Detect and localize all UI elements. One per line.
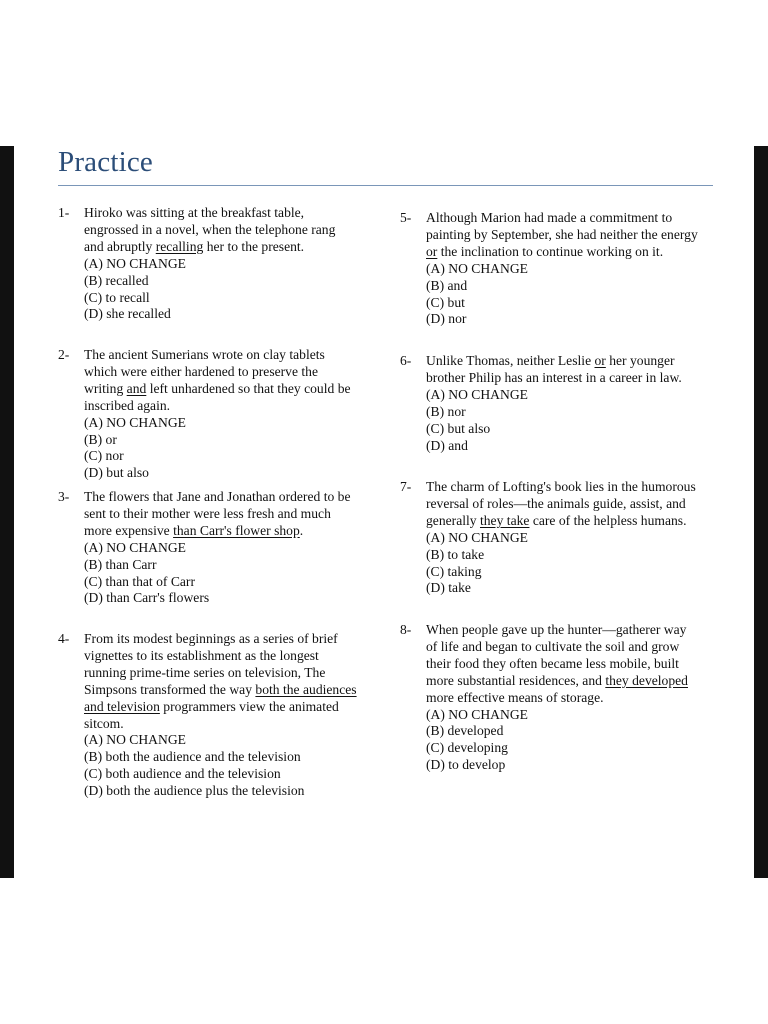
- stem-text: The flowers that Jane and Jonathan ordered to be sent to their mother were less fresh and much more expensive: [84, 489, 351, 538]
- question-3: [58, 489, 358, 607]
- answer-option-c[interactable]: (C) to recall: [84, 289, 150, 305]
- question-8: [400, 622, 700, 774]
- stem-text: programmers view the animated sitcom.: [84, 698, 339, 731]
- stem-text: .: [299, 522, 304, 538]
- answer-option-a[interactable]: (A) NO CHANGE: [84, 539, 186, 555]
- stem-text: care of the helpless humans.: [529, 512, 687, 528]
- question-number: 1-: [58, 205, 70, 220]
- answer-option-b[interactable]: (B) recalled: [84, 272, 149, 288]
- answer-option-b[interactable]: (B) both the audience and the television: [84, 749, 301, 765]
- page-title: Practice: [58, 146, 153, 178]
- answer-option-d[interactable]: (D) take: [426, 580, 471, 596]
- underlined-phrase: recalling: [155, 238, 204, 254]
- title-divider: [58, 185, 713, 186]
- answer-options: [84, 415, 358, 483]
- stem-text: The charm of Lofting's book lies in the humorous reversal of roles—the animals guide, assist, and generally: [426, 479, 696, 528]
- answer-options: [426, 530, 700, 598]
- question-2: [58, 347, 358, 482]
- stem-text: Although Marion had made a commitment to painting by September, she had neither the energy: [426, 210, 698, 242]
- answer-option-d[interactable]: (D) she recalled: [84, 306, 171, 322]
- stem-text: her to the present.: [203, 238, 305, 254]
- underlined-phrase: both the audiences and television: [84, 681, 357, 714]
- answer-option-b[interactable]: (B) nor: [426, 403, 466, 419]
- answer-options: [84, 256, 358, 324]
- underlined-phrase: they developed: [605, 672, 688, 688]
- question-stem: [84, 631, 358, 732]
- underlined-phrase: or: [594, 353, 606, 368]
- answer-options: [426, 261, 700, 329]
- stem-text: left unhardened so that they could be inscribed again.: [84, 380, 351, 413]
- answer-option-a[interactable]: (A) NO CHANGE: [426, 260, 528, 276]
- answer-option-a[interactable]: (A) NO CHANGE: [426, 386, 528, 402]
- stem-text: When people gave up the hunter—gatherer way of life and began to cultivate the soil and grow their food they often became less mobile, built more substantial residences, and: [426, 622, 687, 688]
- question-stem: [426, 622, 700, 707]
- question-4: [58, 631, 358, 800]
- stem-text: Hiroko was sitting at the breakfast table, engrossed in a novel, when the telephone rang and abruptly: [84, 205, 336, 254]
- answer-option-b[interactable]: (B) than Carr: [84, 556, 157, 572]
- answer-option-c[interactable]: (C) but also: [426, 420, 491, 436]
- question-stem: [426, 479, 700, 530]
- answer-option-a[interactable]: (A) NO CHANGE: [426, 706, 528, 722]
- answer-option-a[interactable]: (A) NO CHANGE: [84, 414, 186, 430]
- question-1: [58, 205, 358, 323]
- stem-text: her younger brother Philip has an interest in a career in law.: [426, 353, 682, 385]
- answer-option-a[interactable]: (A) NO CHANGE: [84, 732, 186, 748]
- underlined-phrase: than Carr's flower shop: [173, 522, 300, 538]
- underlined-phrase: they take: [479, 512, 530, 528]
- question-number: 5-: [400, 210, 412, 225]
- stem-text: Unlike Thomas, neither Leslie: [426, 353, 595, 368]
- answer-option-d[interactable]: (D) nor: [426, 311, 467, 327]
- question-6: [400, 353, 700, 454]
- question-7: [400, 479, 700, 597]
- answer-option-b[interactable]: (B) to take: [426, 546, 485, 562]
- answer-option-d[interactable]: (D) and: [426, 437, 468, 453]
- question-stem: [84, 347, 358, 415]
- stem-text: more effective means of storage.: [426, 689, 604, 705]
- stem-text: From its modest beginnings as a series of brief vignettes to its establishment as the longest running prime-time series on television, The Simpsons transformed the way: [84, 631, 338, 697]
- underlined-phrase: and: [126, 380, 147, 396]
- answer-option-d[interactable]: (D) than Carr's flowers: [84, 590, 210, 606]
- answer-options: [426, 707, 700, 775]
- question-stem: [84, 205, 358, 256]
- question-number: 8-: [400, 622, 412, 637]
- answer-option-d[interactable]: (D) to develop: [426, 757, 506, 773]
- question-number: 6-: [400, 353, 412, 368]
- answer-option-d[interactable]: (D) but also: [84, 465, 149, 481]
- question-stem: [426, 210, 700, 261]
- answer-option-d[interactable]: (D) both the audience plus the television: [84, 783, 305, 799]
- answer-option-c[interactable]: (C) developing: [426, 740, 508, 756]
- question-number: 7-: [400, 479, 412, 494]
- answer-options: [84, 540, 358, 608]
- underlined-phrase: or: [426, 243, 438, 259]
- answer-option-a[interactable]: (A) NO CHANGE: [426, 529, 528, 545]
- question-number: 3-: [58, 489, 70, 504]
- question-5: [400, 210, 700, 328]
- answer-option-c[interactable]: (C) taking: [426, 563, 482, 579]
- answer-options: [84, 732, 358, 800]
- answer-option-c[interactable]: (C) both audience and the television: [84, 766, 281, 782]
- question-number: 2-: [58, 347, 70, 362]
- question-number: 4-: [58, 631, 70, 646]
- answer-option-c[interactable]: (C) nor: [84, 448, 124, 464]
- answer-option-b[interactable]: (B) developed: [426, 723, 504, 739]
- answer-options: [426, 387, 700, 455]
- answer-option-a[interactable]: (A) NO CHANGE: [84, 255, 186, 271]
- answer-option-b[interactable]: (B) and: [426, 277, 468, 293]
- answer-option-c[interactable]: (C) but: [426, 294, 465, 310]
- answer-option-b[interactable]: (B) or: [84, 431, 117, 447]
- question-stem: [84, 489, 358, 540]
- stem-text: the inclination to continue working on it.: [437, 243, 664, 259]
- answer-option-c[interactable]: (C) than that of Carr: [84, 573, 195, 589]
- left-frame-bar: [0, 146, 14, 878]
- stem-text: The ancient Sumerians wrote on clay tablets which were either hardened to preserve the writing: [84, 347, 325, 396]
- right-frame-bar: [754, 146, 768, 878]
- question-stem: [426, 353, 700, 387]
